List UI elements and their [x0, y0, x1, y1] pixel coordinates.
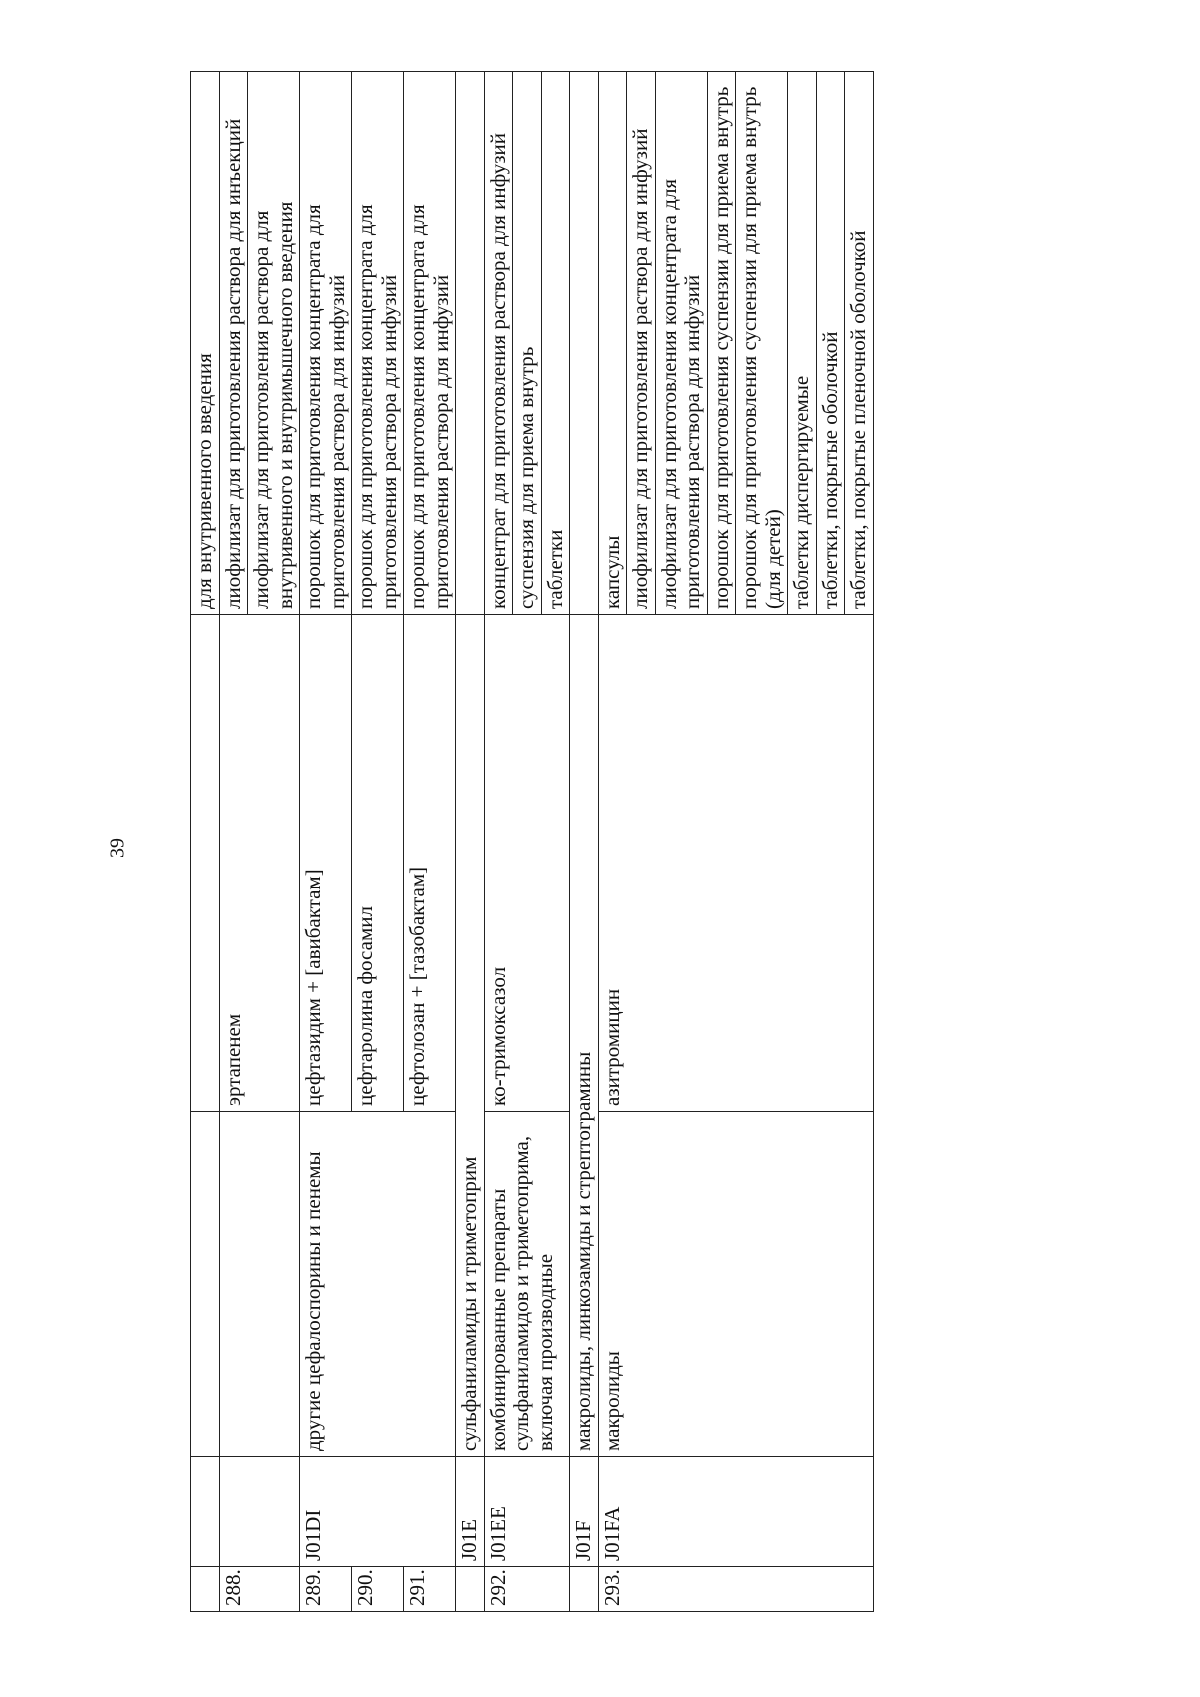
num-cell: 289. — [300, 1567, 352, 1612]
table-row — [191, 72, 220, 1612]
group-row — [456, 72, 485, 1612]
drug-cell: азитромицин — [598, 615, 873, 1112]
num-cell: 291. — [404, 1567, 456, 1612]
form-cell: лиофилизат для приготовления раствора для инфузий — [627, 72, 656, 615]
group-cell: макролиды — [598, 1112, 873, 1457]
form-cell — [570, 72, 599, 615]
form-cell: лиофилизат для приготовления концентрата для приготовления раствора для инфузий — [655, 72, 707, 615]
table-row — [300, 72, 352, 1612]
form-cell: таблетки диспергируемые — [788, 72, 817, 615]
form-cell: порошок для приготовления концентрата для приготовления раствора для инфузий — [352, 72, 404, 615]
code-cell: J01DI — [300, 1457, 456, 1567]
drug-cell: эртапенем — [219, 615, 300, 1112]
form-cell: порошок для приготовления суспензии для приема внутрь — [707, 72, 736, 615]
form-cell: таблетки — [541, 72, 570, 615]
form-cell: лиофилизат для приготовления раствора для инъекций — [219, 72, 248, 615]
page-number: 39 — [106, 838, 129, 858]
num-cell — [456, 1567, 485, 1612]
group-cell: другие цефалоспорины и пенемы — [300, 1112, 456, 1457]
form-cell: капсулы — [598, 72, 627, 615]
num-cell: 292. — [484, 1567, 570, 1612]
drug-table — [190, 71, 874, 1612]
table-row — [484, 72, 513, 1612]
drug-cell — [191, 615, 220, 1112]
group-cell: комбинированные препараты сульфаниламидов и триметоприма, включая производные — [484, 1112, 570, 1457]
num-cell — [191, 1567, 220, 1612]
drug-cell: цефтаролина фосамил — [352, 615, 404, 1112]
group-label: сульфаниламиды и триметоприм — [456, 615, 485, 1457]
num-cell — [570, 1567, 599, 1612]
form-cell: концентрат для приготовления раствора для инфузий — [484, 72, 513, 615]
code-cell: J01EE — [484, 1457, 570, 1567]
num-cell: 293. — [598, 1567, 873, 1612]
code-cell — [191, 1457, 220, 1567]
group-cell — [219, 1112, 300, 1457]
form-cell: суспензия для приема внутрь — [513, 72, 542, 615]
form-cell: таблетки, покрытые оболочкой — [816, 72, 845, 615]
group-cell — [191, 1112, 220, 1457]
code-cell: J01E — [456, 1457, 485, 1567]
drug-cell: ко-тримоксазол — [484, 615, 570, 1112]
form-cell: таблетки, покрытые пленочной оболочкой — [845, 72, 874, 615]
num-cell: 288. — [219, 1567, 300, 1612]
form-cell — [456, 72, 485, 615]
table-row — [219, 72, 248, 1612]
table-row — [598, 72, 627, 1612]
code-cell — [219, 1457, 300, 1567]
form-cell: порошок для приготовления концентрата для приготовления раствора для инфузий — [404, 72, 456, 615]
form-cell: лиофилизат для приготовления раствора для внутривенного и внутримышечного введения — [248, 72, 300, 615]
code-cell: J01FA — [598, 1457, 873, 1567]
drug-cell: цефтолозан + [тазобактам] — [404, 615, 456, 1112]
group-label: макролиды, линкозамиды и стрептограмины — [570, 615, 599, 1457]
form-cell: порошок для приготовления концентрата для приготовления раствора для инфузий — [300, 72, 352, 615]
group-row — [570, 72, 599, 1612]
drug-cell: цефтазидим + [авибактам] — [300, 615, 352, 1112]
document-sheet — [190, 72, 1125, 1612]
num-cell: 290. — [352, 1567, 404, 1612]
form-cell: для внутривенного введения — [191, 72, 220, 615]
form-cell: порошок для приготовления суспензии для приема внутрь (для детей) — [736, 72, 788, 615]
code-cell: J01F — [570, 1457, 599, 1567]
